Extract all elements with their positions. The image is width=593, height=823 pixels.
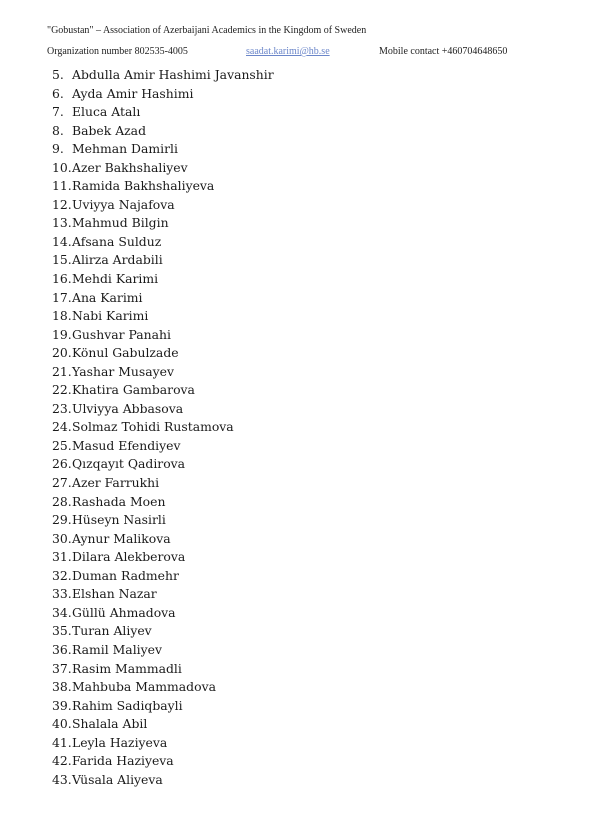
list-item	[52, 474, 472, 493]
member-name: Mahbuba Mammadova	[72, 679, 216, 695]
list-item-number: 16.	[52, 271, 72, 287]
list-item-number: 22.	[52, 382, 72, 398]
list-item-number: 34.	[52, 604, 72, 620]
list-item-number: 33.	[52, 586, 72, 602]
member-name: Mehdi Karimi	[72, 271, 159, 287]
member-name: Azer Bakhshaliyev	[72, 159, 188, 175]
member-name: Rahim Sadiqbayli	[72, 697, 183, 713]
member-name: Rashada Moen	[72, 493, 166, 509]
member-name: Turan Aliyev	[72, 623, 152, 639]
member-name: Güllü Ahmadova	[72, 604, 176, 620]
list-item	[52, 122, 472, 141]
list-item-number: 5.	[52, 67, 64, 82]
list-item	[52, 715, 472, 734]
member-name: Dilara Alekberova	[72, 549, 186, 565]
member-name: Ulviyya Abbasova	[72, 400, 184, 416]
list-item	[52, 381, 472, 400]
list-item	[52, 585, 472, 604]
member-name: Yashar Musayev	[72, 363, 174, 379]
member-name: Khatira Gambarova	[72, 382, 195, 398]
member-name: Abdulla Amir Hashimi Javanshir	[72, 67, 274, 82]
list-item	[52, 363, 472, 382]
member-name: Masud Efendiyev	[72, 437, 181, 453]
list-item-number: 20.	[52, 345, 72, 361]
member-name: Ana Karimi	[72, 289, 143, 305]
list-item-number: 36.	[52, 641, 72, 657]
list-item	[52, 159, 472, 178]
list-item-number: 7.	[52, 104, 64, 120]
list-item-number: 6.	[52, 85, 64, 101]
list-item	[52, 771, 472, 790]
list-item	[52, 511, 472, 530]
list-item	[52, 344, 472, 363]
member-name: Uviyya Najafova	[72, 196, 175, 212]
list-item-number: 19.	[52, 326, 72, 342]
list-item	[52, 214, 472, 233]
member-name: Duman Radmehr	[72, 567, 179, 583]
member-name: Hüseyn Nasirli	[72, 512, 166, 528]
list-item-number: 10.	[52, 159, 72, 175]
member-name: Elshan Nazar	[72, 586, 157, 602]
list-item	[52, 233, 472, 252]
list-item	[52, 567, 472, 586]
list-item	[52, 493, 472, 512]
list-item	[52, 196, 472, 215]
list-item-number: 25.	[52, 437, 72, 453]
list-item-number: 27.	[52, 475, 72, 491]
member-name: Gushvar Panahi	[72, 326, 171, 342]
list-item	[52, 251, 472, 270]
list-item	[52, 604, 472, 623]
member-name: Ramida Bakhshaliyeva	[72, 178, 215, 194]
list-item-number: 26.	[52, 456, 72, 472]
header-title: "Gobustan" – Association of Azerbaijani Academics in the Kingdom of Sweden	[47, 25, 367, 36]
list-item-number: 24.	[52, 419, 72, 435]
list-item	[52, 66, 472, 85]
list-item-number: 8.	[52, 122, 64, 138]
list-item-number: 43.	[52, 771, 72, 787]
member-name: Eluca Atalı	[72, 104, 141, 120]
list-item	[52, 177, 472, 196]
list-item-number: 28.	[52, 493, 72, 509]
list-item-number: 41.	[52, 734, 72, 750]
list-item	[52, 289, 472, 308]
email-link[interactable]: saadat.karimi@hb.se	[246, 46, 330, 57]
list-item	[52, 418, 472, 437]
list-item-number: 23.	[52, 400, 72, 416]
list-item-number: 39.	[52, 697, 72, 713]
list-item	[52, 437, 472, 456]
list-item	[52, 455, 472, 474]
member-name: Alirza Ardabili	[72, 252, 163, 268]
list-item-number: 35.	[52, 623, 72, 639]
list-item	[52, 85, 472, 104]
list-item	[52, 697, 472, 716]
member-name: Ayda Amir Hashimi	[72, 85, 194, 101]
list-item-number: 13.	[52, 215, 72, 231]
member-name: Vüsala Aliyeva	[72, 771, 163, 787]
list-item	[52, 548, 472, 567]
list-item-number: 18.	[52, 308, 72, 324]
organization-number: Organization number 802535-4005	[47, 46, 188, 57]
member-name: Farida Haziyeva	[72, 753, 174, 769]
list-item	[52, 660, 472, 679]
member-name: Solmaz Tohidi Rustamova	[72, 419, 234, 435]
list-item	[52, 752, 472, 771]
list-item-number: 30.	[52, 530, 72, 546]
list-item	[52, 734, 472, 753]
list-item-number: 29.	[52, 512, 72, 528]
list-item-number: 11.	[52, 178, 72, 194]
list-item-number: 14.	[52, 233, 72, 249]
list-item	[52, 307, 472, 326]
member-name: Mahmud Bilgin	[72, 215, 169, 231]
member-name: Afsana Sulduz	[72, 233, 162, 249]
member-name: Aynur Malikova	[72, 530, 171, 546]
list-item-number: 12.	[52, 196, 72, 212]
mobile-contact: Mobile contact +460704648650	[379, 46, 508, 57]
list-item-number: 15.	[52, 252, 72, 268]
member-name: Könul Gabulzade	[72, 345, 179, 361]
list-item	[52, 641, 472, 660]
list-item	[52, 140, 472, 159]
list-item	[52, 622, 472, 641]
list-item	[52, 103, 472, 122]
list-item-number: 17.	[52, 289, 72, 305]
member-name: Qızqayıt Qadirova	[72, 456, 186, 472]
list-item	[52, 678, 472, 697]
member-name: Shalala Abil	[72, 716, 148, 732]
list-item-number: 31.	[52, 549, 72, 565]
list-item	[52, 326, 472, 345]
member-name: Mehman Damirli	[72, 141, 178, 157]
member-name: Rasim Mammadli	[72, 660, 182, 676]
list-item-number: 21.	[52, 363, 72, 379]
member-name: Leyla Haziyeva	[72, 734, 168, 750]
member-name: Babek Azad	[72, 122, 146, 138]
member-name: Ramil Maliyev	[72, 641, 162, 657]
member-name: Azer Farrukhi	[72, 475, 160, 491]
list-item-number: 32.	[52, 567, 72, 583]
list-item-number: 42.	[52, 753, 72, 769]
list-item	[52, 530, 472, 549]
list-item-number: 38.	[52, 679, 72, 695]
list-item	[52, 400, 472, 419]
header-contact-row	[47, 45, 567, 59]
member-name: Nabi Karimi	[72, 308, 149, 324]
member-list	[52, 66, 472, 789]
list-item	[52, 270, 472, 289]
list-item-number: 9.	[52, 141, 64, 157]
list-item-number: 40.	[52, 716, 72, 732]
list-item-number: 37.	[52, 660, 72, 676]
